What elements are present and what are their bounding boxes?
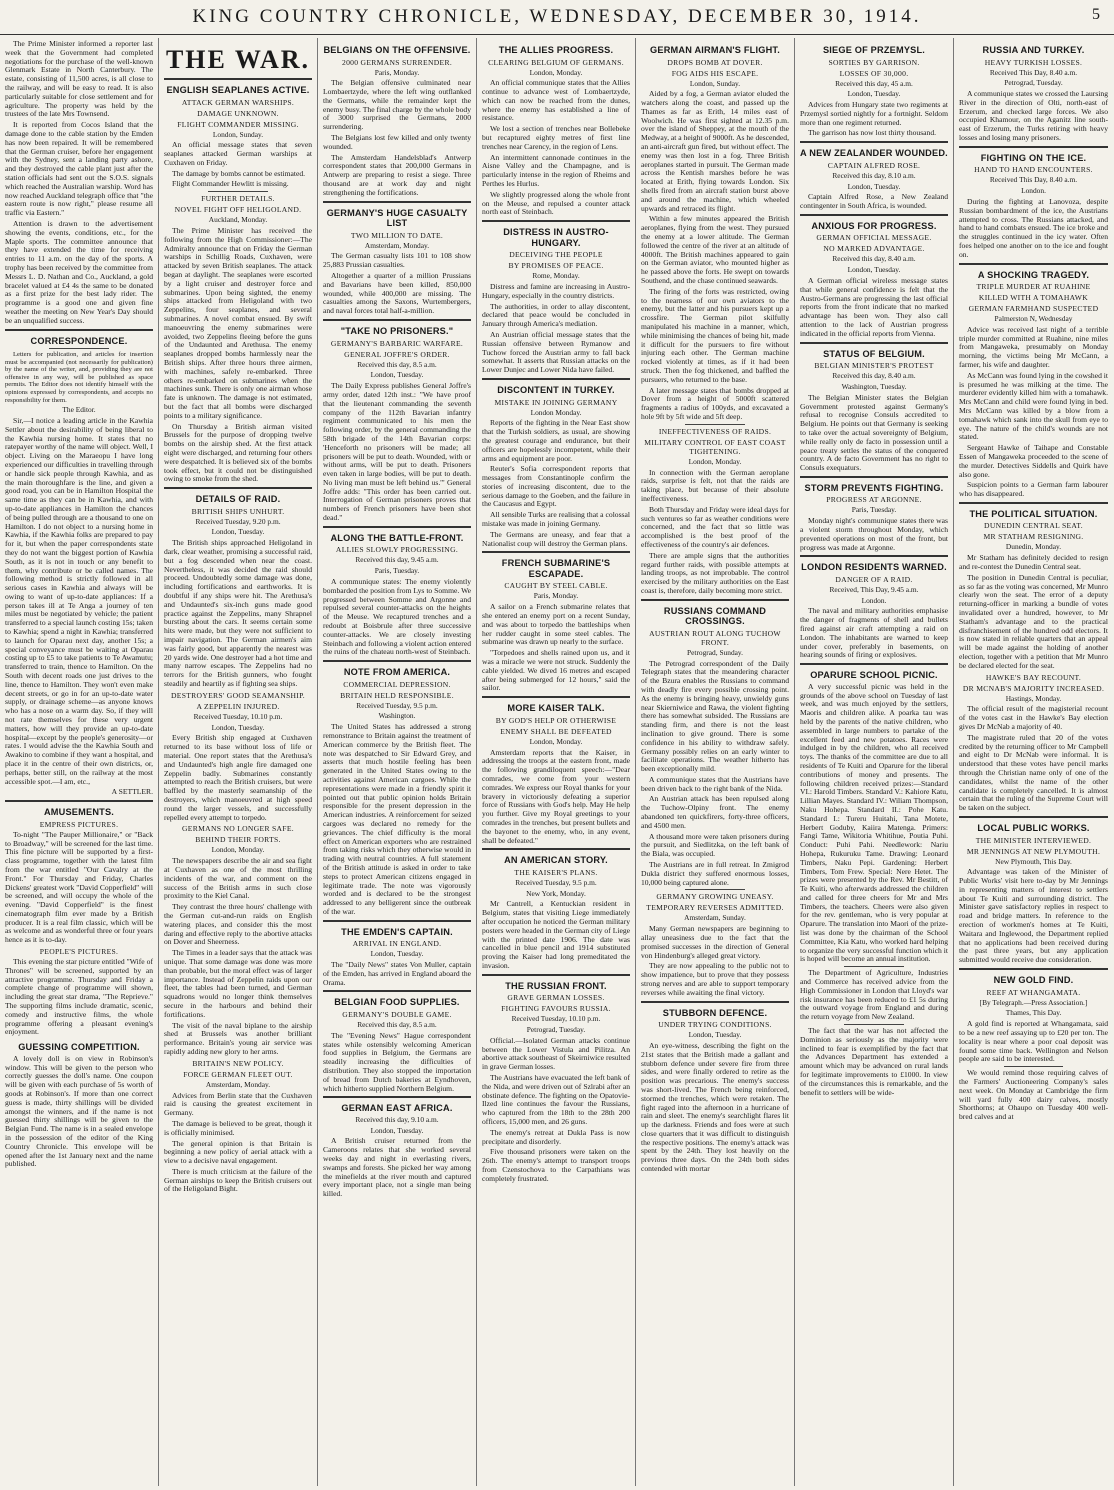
dateline: Paris, Tuesday.	[851, 505, 897, 515]
article-paragraph: Many German newspapers are beginning to allay uneasiness due to the fact that the promised successes in the direction of General von Hindenburg's alleged great victory.	[641, 924, 789, 960]
article-paragraph: A very successful picnic was held in the grounds of the above school on Tuesday of last week, and was much enjoyed by the settlers, Maoris and children alike. A poarka tau was held by the parents of the native children, who assembled in large numbers to partake of the excellent feed and new potatoes. Races were indulged in by the children, who all received toys. The thanks of the committee are due to all residents of Te Kuiti and Oparure for the liberal contributions of money and presents. The following children received prizes:—Standard VI.: Harold Timbers. Standard V.: Kahiore Katu, Lillian Mayes. Standard IV.: Wiliam Thompson, Naku Hohepa. Standard II.: Pohe Katu. Standard I.: Tureru Huitahi, Tana Motete, Herbert Goduby, Kaiira Matenga. Primers: Fangi Tame, Wikitoria Whitihue, Poutia Puhi. Conduct: Puhi Pahi. Needlework: Nariu Hohepa, Rukuruku Tame. Drawing: Leonard Timbers, Naku Pepi. Gardening: Herbert Timbers, Tom Frew. Special: Nere Hetet. The prizes were presented by the Rev. Mr Bestitt, of Te Kuiti, who afterwards addressed the children and called for three cheers for Mr and Mrs Timbers, the teachers. Cheers were also given for the rev. gentleman, who is very popular at Oparure. The translation into Maori of the prize-list was done by the chairman of the School Committee, Kia Katu, who worked hard helping to organize the very successful function which it is hoped will become an annual institution.	[800, 681, 948, 964]
article-paragraph: The German casualty lists 101 to 108 show 25,883 Prussian casualties.	[323, 251, 471, 270]
dateline: London, Tuesday.	[370, 1125, 424, 1135]
subheading: DROPS BOMB AT DOVER.	[667, 57, 763, 67]
section-divider	[800, 342, 948, 344]
section-heading: GERMAN AIRMAN'S FLIGHT.	[650, 45, 780, 55]
dateline: Petrograd, Tuesday.	[526, 1025, 586, 1035]
received-time: Received This Day, 8.40 a.m.	[989, 175, 1078, 185]
received-time: Received This Day, 8.40 a.m.	[989, 67, 1078, 77]
section-heading: A SHOCKING TRAGEDY.	[977, 269, 1090, 280]
article-paragraph: An intermittent cannonade continues in the Aisne Valley and the Champagne, and is particularly intense in the region of Rheims and Perthes les Hurlus.	[482, 152, 630, 189]
dateline: London, Tuesday.	[688, 1030, 742, 1040]
dateline: Thames, This Day.	[1005, 1008, 1062, 1018]
subheading: PROGRESS AT ARGONNE.	[826, 495, 922, 505]
subheading: GERMANY GROWING UNEASY.	[656, 892, 774, 902]
dateline: New York, Monday.	[526, 888, 586, 898]
article-paragraph: Mr Cantrell, a Kentuckian resident in Belgium, states that visiting Liege immediately after occupation he noticed the German military posters were headed in the German city of Liege with the printed date 1906. The date was cancelled in blue pencil and 1914 substituted proving the Kaiser had long premeditated the invasion.	[482, 899, 630, 970]
article-paragraph: A German official wireless message states that while general confidence is felt that the Austro-Germans are progressing the last official reports from the front indicate that no marked advantage has been won. They also call attention to the lack of Austrian progress indicated in the official reports from Vienna.	[800, 276, 948, 338]
article-paragraph: Reuter's Sofia correspondent reports that messages from Constantinople confirm the stories of increasing discontent, due to the serious damage to the Goeben, and the failure in the Caucasus and Egypt.	[482, 464, 630, 509]
section-divider	[641, 599, 789, 601]
section-divider	[482, 696, 630, 698]
article-paragraph: An official message states that seven seaplanes attacked German warships at Cuxhaven on Friday.	[164, 140, 312, 167]
section-heading: NOTE FROM AMERICA.	[343, 667, 451, 678]
subheading: ATTACK GERMAN WARSHIPS.	[181, 97, 295, 107]
divider	[208, 191, 267, 192]
subheading: BRITISH SHIPS UNHURT.	[191, 506, 285, 516]
article-paragraph: In connection with the German aeroplane raids, surprise is felt, not that the raids are taking place, but because of their absolute ineffectiveness.	[641, 467, 789, 503]
section-divider	[641, 1001, 789, 1003]
article-paragraph: The "Evening News" Hague correspondent states while ostensibly welcoming American food supplies in Belgium, the Germans are steadily increasing the difficulties of distribution. They also stopped the importation of bread from Dutch bakeries at Eyndhoven, which hitherto supplied Northern Belgium.	[323, 1030, 471, 1093]
article-paragraph: On Thursday a British airman visited Brussels for the purpose of dropping twelve bombs on the airship shed. At the first attack eight were discharged, and returning four others were despatched. It is believed six of the bombs took effect, but it could not be distinguished owing to smoke from the shed.	[164, 421, 312, 484]
dateline: Amsterdam, Sunday.	[684, 913, 746, 923]
column-3	[318, 38, 477, 1486]
section-divider	[800, 663, 948, 665]
section-heading: AMUSEMENTS.	[43, 807, 115, 818]
column-7	[954, 38, 1113, 1486]
column-4	[477, 38, 636, 1486]
article-paragraph: The position in Dunedin Central is peculiar, as so far as the voting was concerned, Mr Munro clearly won the seat. The error of a deputy returning-officer in marking a bundle of votes invalidated over a hundred, however, to Mr Statham's advantage and to the practical disfranchisement of the hundred odd electors. It is now stated in reliable quarters that an appeal will be made against the holding of another election, together with a petition that Mr Munro be declared elected for the seat.	[959, 572, 1108, 670]
section-heading: THE POLITICAL SITUATION.	[969, 508, 1098, 519]
page-number: 5	[1092, 6, 1100, 23]
received-time: Received Tuesday, 10.10 p.m.	[193, 711, 283, 721]
dateline: Petrograd, Sunday.	[687, 647, 743, 657]
article-paragraph: The Belgians lost few killed and only twenty wounded.	[323, 133, 471, 151]
article-paragraph: The Times in a leader says that the attack was unique. That some damage was done was more than probable, but the moral effect was of larger importance. Instead of Zeppelin raids upon our fleet, the tables had been turned, and German squadrons would no longer think themselves secure in the harbours and behind their fortifications.	[164, 948, 312, 1019]
divider	[844, 966, 903, 967]
editorial-note: Letters for publication, and articles for insertion must be accompanied (not necessarily for publication) by the name of the writer, and, providing they are not offensive in any way, will be published as space permits. The Editor does not identify himself with the opinions expressed by correspondents, and accepts no responsibility for them.	[5, 351, 153, 404]
subheading: TWO MILLION TO DATE.	[350, 230, 444, 240]
article-paragraph: Within a few minutes appeared the British aeroplanes, flying from the west. They pursued the enemy at a lower altitude. The German followed the centre of the river at an altitude of 4000ft. The British machines appeared to gain on the German aviator, who mounted higher as he passed above the forts. He swept on towards Southend, and the chase continued seawards.	[641, 214, 789, 286]
received-time: Received this day, 8.40 a.m.	[832, 254, 916, 264]
column-1	[0, 38, 159, 1486]
dateline: Amsterdam, Monday.	[364, 240, 430, 250]
article-paragraph: Both Thursday and Friday were ideal days for such ventures so far as weather conditions were concerned, and the fact that so little was accomplished is the best proof of the effectiveness of the country's air defences.	[641, 504, 789, 549]
received-time: Received this day, 8.40 a.m.	[832, 371, 916, 381]
subheading: GRAVE GERMAN LOSSES.	[507, 993, 605, 1003]
section-divider	[482, 848, 630, 850]
subheading: 2000 GERMANS SURRENDER.	[341, 57, 453, 67]
section-heading: STORM PREVENTS FIGHTING.	[804, 482, 944, 493]
section-heading: THE RUSSIAN FRONT.	[505, 980, 607, 991]
dateline: Washington, Tuesday.	[841, 381, 907, 391]
section-divider	[482, 974, 630, 976]
article-paragraph: The general opinion is that Britain is beginning a new policy of aerial attack with a view to a decisive naval engagement.	[164, 1138, 312, 1166]
section-heading: MORE KAISER TALK.	[507, 703, 605, 714]
article-paragraph: Captain Alfred Rose, a New Zealand contingenter in South Africa, is wounded.	[800, 192, 948, 211]
subheading: CAUGHT BY STEEL CABLE.	[504, 581, 608, 591]
subheading: HEAVY TURKISH LOSSES.	[984, 57, 1083, 67]
section-heading: SIEGE OF PRZEMYSL.	[822, 45, 926, 55]
subheading: GENERAL JOFFRE'S ORDER.	[344, 349, 450, 359]
dateline: Rome, Monday.	[532, 271, 580, 281]
section-divider	[323, 920, 471, 922]
section-heading: THE EMDEN'S CAPTAIN.	[341, 926, 453, 937]
article-paragraph: A communique states: The enemy violently bombarded the position from Lys to Somme. We progressed between Somme and Argonne and repulsed several counter-attacks on the heights of the Meuse. We recaptured trenches and a redoubt at Boisbrule after three successive counter-attacks. We are closely investing Steinbach and following a violent action entered the ruins of the chateau north-west of Steinbach.	[323, 576, 471, 657]
article-paragraph: The Belgian Minister states the Belgian Government protested against Germany's refusal to recognise Consuls accredited to Belgium. He points out that Germany is seeking to take over the actual sovereignty of Belgium, while really only de facto in possession until a peace treaty settles the status of the conquered country. A de facto Government has no right to Consuls exequaturs.	[800, 392, 948, 473]
subheading: EMPRESS PICTURES.	[39, 819, 119, 829]
section-heading: DETAILS OF RAID.	[195, 494, 281, 505]
article-paragraph: Attention is drawn to the advertisement showing the events, conditions, etc., for the Maple sports. The committee announce that they have extended the time for receiving entries to 11 a.m. on the day of the sports. A trophy has been received by the committee from Messrs L. D. Nathan and Co., Auckland, a gold bracelet valued at £4 4s the same to be donated as a first prize for the best lady rider. The programme is a good one and given fine weather the meeting on New Year's Day should be an unqualified success.	[5, 218, 153, 325]
article-paragraph: The Austrians are in full retreat. In Zmigrod Dukla district they suffered enormous losses, 10,000 being captured alone.	[641, 860, 789, 887]
subheading: GERMAN OFFICIAL MESSAGE.	[816, 233, 932, 243]
received-time: Received Tuesday, 9.20 p.m.	[195, 516, 281, 526]
newspaper-title: KING COUNTRY CHRONICLE, WEDNESDAY, DECEMBER 30, 1914.	[192, 6, 922, 27]
section-heading: RUSSIANS COMMAND CROSSINGS.	[663, 605, 767, 627]
article-paragraph: The Germans are uneasy, and fear that a Nationalist coup will destroy the German plans.	[482, 529, 630, 548]
subheading: TRIPLE MURDER AT RUAHINE	[976, 282, 1091, 292]
article-paragraph: Advices from Hungary state two regiments at Przemysl sortied nightly for a fortnight. Seldom more than one regiment returned.	[800, 100, 948, 127]
article-paragraph: A later message states that bombs dropped at Dover from a height of 5000ft scattered fragments a radius of 100yds, and excavated a hole 9ft by 5ft wide and 5ft deep.	[641, 385, 789, 421]
article-paragraph: The Petrograd correspondent of the Daily Telegraph states that the meandering character of the Bzura enables the Russians to command with deadly fire every possible crossing point. As the enemy is bringing heavy, unwieldy guns near Skierniwice and Rawa, the violent fighting there has somewhat subsided. The Russians are standing firm, and there is not the least inclination to give ground. There is some confidence in his ability to withdraw safely. Germany possibly relies on an early winter to facilitate operations. The weather hitherto has been exceptionally mild.	[641, 658, 789, 774]
received-time: Received Tuesday, 9.5 p.m.	[515, 877, 597, 887]
section-heading: GUESSING COMPETITION.	[18, 1042, 140, 1053]
article-paragraph: An Austrian official message states that the Russian offensive between Rymanow and Tuchow forced the Austrian army to fall back somewhat. It asserts that Russian attacks on the Lower Dunjec and Lower Nida have failed.	[482, 330, 630, 375]
divider	[1004, 1066, 1064, 1067]
section-heading: A NEW ZEALANDER WOUNDED.	[800, 148, 948, 159]
section-heading: OPARURE SCHOOL PICNIC.	[810, 670, 938, 681]
section-divider	[5, 329, 153, 331]
article-paragraph: Advice was received last night of a terrible triple murder committed at Ruahine, nine miles from Mangaweka, presumably on Monday morning, the victims being Mr McCann, a farmer, his wife and daughter.	[959, 324, 1108, 370]
article-paragraph: All sensible Turks are realising that a colossal mistake was made in joining Germany.	[482, 510, 630, 529]
subheading: COMMERCIAL DEPRESSION.	[343, 679, 451, 689]
article-paragraph: It is reported from Cocos Island that the damage done to the cable station by the Emden has now been repaired. It will be remembered that the German cruiser, before her engagement with the Sydney, sent a landing party ashore, and they destroyed the cable plant just after the station officials had sent out the S.O.S. signals which reached the Australian warship. Word has now reached Auckland telegraph office that "the eastern route is now right," please resume all traffic via Eastern."	[5, 120, 153, 218]
article-paragraph: The fact that the war has not affected the Dominion as seriously as the majority were inclined to fear is exemplified by the fact that the Advances Department has extended a amount which may be advanced on rural lands for legitimate improvements to £1000. In view of the circumstances this is remarkable, and the benefit to settlers will be wide-	[800, 1026, 948, 1097]
section-heading: CORRESPONDENCE.	[30, 335, 128, 346]
article-paragraph: The enemy's retreat at Dukla Pass is now precipitate and disorderly.	[482, 1127, 630, 1146]
article-paragraph: A lovely doll is on view in Robinson's window. This will be given to the person who correctly guesses the doll's name. One coupon will be given with each purchase of 5s worth of goods at Robinson's. If more than one correct guess is made, thirty shillings will be divided amongst the winners, and if the name is not guessed thirty shillings will be given to the Belgian Fund. The name is in a sealed envelope in the possession of the editor of the King Country Chronicle. This envelope will be opened after the 1st January next and the name published.	[5, 1053, 153, 1169]
divider	[685, 889, 744, 890]
section-heading: ANXIOUS FOR PROGRESS.	[811, 220, 937, 231]
dateline: Paris, Monday.	[533, 591, 579, 601]
subheading: ARRIVAL IN ENGLAND.	[352, 939, 442, 949]
dateline: London.	[861, 595, 887, 605]
article-paragraph: The Amsterdam Handelsblad's Antwerp correspondent states that 200,000 Germans in Antwerp are preparing to resist a siege. Three thousand are at work day and night strengthening the fortifications.	[323, 152, 471, 197]
subheading: LOSSES OF 30,000.	[839, 68, 909, 78]
subheading: KILLED WITH A TOMAHAWK	[978, 293, 1089, 303]
section-divider	[800, 214, 948, 216]
article-paragraph: The Prime Minister informed a reporter last week that the Government had completed negotiations for the purchase of the well-known Glenmark Estate in North Canterbury. The estate, consisting of 11,500 acres, is all close to the railway, and will be easy to read. It is also particularly suitable for close settlement and for agriculture. The property was held by the trustees of the late Mrs Townsend.	[5, 39, 153, 119]
column-5	[636, 38, 795, 1486]
section-divider	[800, 141, 948, 143]
received-time: Received this day, 9.45 a.m.	[355, 555, 439, 565]
letter-salutation: The Editor.	[62, 405, 96, 415]
article-paragraph: To-night "The Pauper Millionaire," or "Back to Broadway," will be screened for the last time. This fine picture will be supported by a first-class programme, together with the latest film from the war entitled "Our Cavalry at the Front." For Thursday and Friday, Charles Dickens' greatest work "David Copperfield" will be screened, and will occupy the whole of the evening. "David Copperfield" is the finest cinematograph film ever made by a British producer. It is a real film classic, which will be as welcome and as wonderful three or four years hence as it is to-day.	[5, 829, 153, 945]
dateline: London, Tuesday.	[847, 265, 901, 275]
received-time: Received this day, 8.5 a.m.	[357, 359, 437, 369]
subheading: NO MARKED ADVANTAGE.	[823, 244, 925, 254]
article-paragraph: The authorities, in order to allay discontent, declared that peace would be concluded in January through America's mediation.	[482, 301, 630, 329]
masthead	[0, 0, 1114, 35]
dateline: London Monday.	[530, 407, 582, 417]
subheading: GERMAN FARMHAND SUSPECTED	[968, 304, 1099, 314]
section-heading: "TAKE NO PRISONERS."	[340, 326, 454, 337]
section-heading: BELGIAN FOOD SUPPLIES.	[334, 997, 460, 1008]
section-heading: DISTRESS IN AUSTRO-HUNGARY.	[503, 227, 609, 248]
dateline: London, Monday.	[688, 456, 742, 466]
subheading: BRITAIN'S NEW POLICY.	[192, 1058, 284, 1068]
subheading: HAND TO HAND ENCOUNTERS.	[974, 165, 1093, 175]
article-paragraph: A thousand more were taken prisoners during the pursuit, and Siedlitzka, on the left bank of the Biala, was occupied.	[641, 831, 789, 859]
article-paragraph: Aided by a fog, a German aviator eluded the watchers along the coast, and passed up the Thames as far as Erith, 14 miles east of Woolwich. He was first sighted at 12.35 p.m. over the island of Sheppey, at the mouth of the Medway, at a height of 9000ft. As he descended, an anti-aircraft gun fired, but without effect. The enemy was then lost in a fog. Three British aeroplanes started in pursuit. The German made across the Kentish marshes before he was located at Erith, flying towards London. Six shells fired from an aircraft station burst above and around the machine, which wheeled upwards and retraced its flight.	[641, 89, 789, 213]
received-time: Received this day, 9.10 a.m.	[355, 1114, 439, 1124]
subheading: MR JENNINGS AT NEW PLYMOUTH.	[966, 846, 1101, 856]
section-heading: GERMAN EAST AFRICA.	[341, 1103, 453, 1114]
article-paragraph: An eye-witness, describing the fight on the 21st states that the British made a gallant and stubborn defence under severe fire from three sides, and were finally ordered to retire as the position was precarious. The enemy's success was short-lived. The French being reinforced, stormed the trenches, which were retaken. The fight raged into the afternoon in a hurricane of rain and sleet. The enemy's searchlight flares lit up the darkness. Friends and foes were at such close quarters that it was difficult to distinguish the respective positions. The enemy's attack was spent by the 24th. They lost heavily on the previous three days. On the 24th both sides contended with mortar	[641, 1040, 789, 1174]
article-paragraph: The British ships approached Heligoland in dark, clear weather, promising a successful raid, but a fog descended when near the coast. Nevertheless, it was decided the raid should proceed. Undoubtedly some damage was done, including fortifications and earthworks. It is doubtful if any ships were hit. The Arethusa's and Undaunted's six-inch guns made good practice against the Zeppelins, many Shrapnel bursting about the cars. It seems certain some hits were made, but they were not sufficient to impair navigation. The German airmen's aim was fairly good, but apparently the nearest was 20 yards wide. One destroyer had a hot time and many narrow escapes. The Zeppelins had no terrors for the British gunners, who fought steadily and heartily as if fighting sea ships.	[164, 538, 312, 689]
article-paragraph: A British cruiser returned from the Cameroons relates that she worked several weeks day and night in everlasting rivers, swamps and forests. She picked her way among the minefields at the river mouth and captured every important place, not a single man being killed.	[323, 1136, 471, 1199]
received-time: Received this day, 8.10 a.m.	[832, 170, 916, 180]
dateline: Hastings, Monday.	[1005, 693, 1062, 703]
article-paragraph: Sergeant Hawke of Taihape and Constable Essen of Mangaweka proceeded to the scene of the murder. Detectives Siddells and Quirk have also gone.	[959, 443, 1108, 479]
section-heading: LOCAL PUBLIC WORKS.	[977, 823, 1090, 833]
section-heading: GERMANY'S HUGE CASUALTY LIST	[326, 207, 468, 229]
subheading: MILITARY CONTROL OF EAST COAST TIGHTENING.	[644, 437, 786, 456]
subheading: PEOPLE'S PICTURES.	[39, 947, 119, 957]
subheading: ALLIES SLOWLY PROGRESSING.	[335, 545, 459, 555]
article-paragraph: The magistrate ruled that 20 of the votes credited by the returning officer to Mr Campbell and eight to Dr McNab were informal. It is understood that these votes have pencil marks through the Christian name only of one of the candidates, whilst the name of the other candidate is completely cancelled. It is almost certain that the ruling of the Supreme Court will be taken on the subject.	[959, 732, 1108, 813]
section-heading: NEW GOLD FIND.	[993, 975, 1074, 986]
agency-credit: [By Telegraph.—Press Association.]	[979, 997, 1088, 1007]
section-heading: ALONG THE BATTLE-FRONT.	[330, 532, 464, 543]
article-paragraph: The Department of Agriculture, Industries and Commerce has received advice from the High Commissioner in London that Lloyd's war risk insurance has been reduced to £1 5s during the outward voyage from England and during the return voyage from New Zealand.	[800, 968, 948, 1022]
section-heading: FIGHTING ON THE ICE.	[980, 152, 1087, 163]
section-heading: BELGIANS ON THE OFFENSIVE.	[323, 45, 471, 55]
column-6	[795, 38, 954, 1486]
column-2	[159, 38, 318, 1486]
article-paragraph: Amsterdam reports that the Kaiser, in addressing the troops at the eastern front, made the following grandiloquent speech:—"Dear comrades, we come from your western comrades. We express our Royal thanks for your bravery in victoriously defeating a superior force of Russians with God's help. May He help you further. Give my Royal greetings to your comrades in the trenches, but present bullets and the bayonet to the enemy, who, in any event, shall be defeated."	[482, 747, 630, 845]
article-paragraph: "Torpedoes and shells rained upon us, and it was a miracle we were not struck. Suddenly the cable yielded. We dived 16 metres and escaped after being submerged for 12 hours," said the sailor.	[482, 648, 630, 693]
article-paragraph: Mr Statham has definitely decided to resign and re-contest the Dunedin Central seat.	[959, 553, 1108, 572]
article-paragraph: A communique states that the Austrians have been driven back to the right bank of the Nida.	[641, 774, 789, 793]
dateline: Paris, Monday.	[374, 67, 420, 77]
dateline: New Plymouth, This Day.	[995, 856, 1072, 866]
subheading: GERMANS NO LONGER SAFE.	[182, 824, 294, 834]
article-paragraph: They are now appealing to the public not to show impatience, but to prove that they possess strong nerves and are able to support temporary reverses while awaiting the final victory.	[641, 961, 789, 997]
section-divider	[482, 220, 630, 222]
dateline: London, Tuesday.	[211, 527, 265, 537]
article-paragraph: There are ample signs that the authorities regard further raids, with possible attempts at landing troops, as not improbable. The control exercised by the military authorities on the East coast is, therefore, daily becoming more strict.	[641, 550, 789, 595]
section-heading: RUSSIA AND TURKEY.	[982, 45, 1085, 55]
article-paragraph: We lost a section of trenches near Bollebeke but recaptured eighty metres of first line trenches near Carency, in the region of Lens.	[482, 124, 630, 151]
subheading: THE MINISTER INTERVIEWED.	[975, 835, 1092, 845]
dateline: Petrograd, Tuesday.	[1004, 78, 1063, 88]
dateline: Washington.	[378, 711, 416, 721]
article-paragraph: The official result of the magisterial recount of the votes cast in the Hawke's Bay election gives Dr McNab a majority of 40.	[959, 704, 1108, 732]
subheading: FLIGHT COMMANDER MISSING.	[177, 119, 299, 129]
dateline: London, Tuesday.	[847, 181, 901, 191]
article-paragraph: Suspicion points to a German farm labourer who has disappeared.	[959, 480, 1108, 499]
dateline: London, Tuesday.	[211, 722, 265, 732]
section-divider	[959, 502, 1108, 504]
divider	[685, 424, 744, 425]
subheading: DESTROYERS' GOOD SEAMANSHIP.	[170, 690, 306, 700]
section-divider	[5, 800, 153, 802]
dateline: London, Monday.	[529, 736, 583, 746]
subheading: BEHIND THEIR FORTS.	[195, 835, 281, 845]
subheading: ENEMY SHALL BE DEFEATED	[500, 726, 612, 736]
article-paragraph: Every British ship engaged at Cuxhaven returned to its base without loss of life or material. One report states that the Arethusa's and Undaunted's high angle fire damaged one Zeppelin badly. Submarines constantly attempted to reach the British cruisers, but were baffled by the masterly seamanship of the destroyers, which manoeuvred at high speed round the larger vessels, and successfully repelled every attempt to torpedo.	[164, 733, 312, 822]
subheading: CAPTAIN ALFRED ROSE.	[827, 160, 921, 170]
article-paragraph: Five thousand prisoners were taken on the 26th. The enemy's attempt to transport troops from Czenstochova to the Carpathians was completely frustrated.	[482, 1147, 630, 1183]
section-divider	[164, 487, 312, 489]
article-paragraph: Distress and famine are increasing in Austro-Hungary, especially in the country districts.	[482, 282, 630, 300]
subheading: DUNEDIN CENTRAL SEAT.	[984, 521, 1083, 531]
page-columns	[0, 38, 1114, 1486]
section-divider	[323, 526, 471, 528]
article-paragraph: During the fighting at Lanovoza, despite Russian bombardment of the ice, the Austrians attempted to cross. The Russians attacked, and hand to hand combats ensued. The ice broke and the struggles continued in the icy water. Often foes helped one another on to the ice and fought on.	[959, 196, 1108, 259]
article-paragraph: A communique states we crossed the Laursing River in the direction of Olti, north-east of Erzerum, and checked large forces. We also occupied Khamour, on the Aganitz line south-east of Erzerum, the Turks retiring with heavy losses and losing many prisoners.	[959, 89, 1108, 143]
section-divider	[800, 555, 948, 557]
article-paragraph: Flight Commander Hewlitt is missing.	[172, 179, 289, 189]
subheading: FOG AIDS HIS ESCAPE.	[671, 68, 759, 78]
dateline: Palmerston N, Wednesday	[994, 314, 1073, 324]
article-paragraph: We slightly progressed along the whole front on the Meuse, and repulsed a counter attack north east of Steinbach.	[482, 189, 630, 217]
subheading: NOVEL FIGHT OFF HELIGOLAND.	[174, 205, 302, 215]
section-heading: DISCONTENT IN TURKEY.	[497, 385, 615, 396]
subheading: MR STATHAM RESIGNING.	[983, 532, 1084, 542]
article-paragraph: There is much criticism at the failure of the German airships to keep the British cruisers out of the Heligoland Bight.	[164, 1166, 312, 1194]
section-divider	[959, 816, 1108, 818]
article-paragraph: Advices from Berlin state that the Cuxhaven raid is causing the greatest excitement in Germany.	[164, 1090, 312, 1118]
article-paragraph: The Daily Express publishes General Joffre's army order, dated 12th inst.: "We have proof that the lieutenant commanding the seventh company of the 112th Bavarian infantry regiment communicated to his men the following order, by the general commanding the 58th brigade of the 14th Bavarian corps: 'Henceforth no prisoners will be made; all prisoners will be put to death. Wounded, with or without arms, will be put to death. Prisoners even taken in large bodies, will be put to death. No living man must be left behind us.'" General Joffre adds: "This order has been carried out. Interrogation of German prisoners proves that numbers of French prisoners have been shot dead."	[323, 381, 471, 523]
dateline: London, Tuesday.	[370, 370, 424, 380]
article-paragraph: Altogether a quarter of a million Prussians and Bavarians have been killed, 850,000 wounded, while 400,000 are missing. The casualties among the Saxons, Wurtembergers, and naval forces total half-a-million.	[323, 271, 471, 316]
section-divider	[323, 660, 471, 662]
article-paragraph: An official communique states that the Allies continue to advance west of Lombaertzyde, which can now be reached from the dunes, where the enemy has established a line of resistance.	[482, 78, 630, 123]
subheading: MISTAKE IN JOINING GERMANY	[494, 397, 618, 407]
article-paragraph: A sailor on a French submarine relates that she entered an enemy port on a recent Sunday, and was about to torpedo the battleships when her rudder caught in some steel cables. The submarine was drawn up nearly to the surface.	[482, 602, 630, 647]
subheading: HAWKE'S BAY RECOUNT.	[985, 672, 1082, 682]
article-paragraph: The Prime Minister has received the following from the High Commissioner:—The Admiralty announce that on Friday the German warships in Schillig Roads, Cuxhaven, were attacked by seven British seaplanes. The attack began at daylight. The seaplanes were escorted by a light cruiser and destroyer force and submarines. Upon being sighted, the enemy ships attacked from Heligoland with two Zeppelins, four seaplanes, and several submarines. A novel combat ensued. By swift manoeuvring the enemy submarines were avoided, two Zeppelins fleeing before the guns of the Undaunted and Arethusa. The enemy seaplanes dropped bombs harmlessly near the British ships. After three hours three airmen, with machines, safely re-embarked. Three others re-embarked on submarines when the machines sunk. There is only one airman whose fate is unknown. The damage is not estimated, but the fact that all bombs were discharged points to a military significance.	[164, 226, 312, 420]
section-divider	[323, 319, 471, 321]
article-paragraph: The Belgian offensive culminated near Lombaertzyde, where the left wing outflanked the Germans, while the remainder kept the enemy busy. The final charge by the whole body of 3000 surprised the Germans, 2000 surrendering.	[323, 78, 471, 132]
subheading: GERMANY'S BARBARIC WARFARE.	[330, 338, 464, 348]
subheading: INEFFECTIVENESS OF RAIDS.	[658, 426, 772, 436]
divider	[49, 348, 108, 349]
article-paragraph: A gold find is reported at Whangamata, said to be a new reef assaying up to £20 per ton. The locality is near where a poor coal deposit was found some time back. Wellington and Nelson people are said to be interested.	[959, 1019, 1108, 1064]
letter-signature: A SETTLER.	[111, 787, 153, 797]
subheading: GERMANY'S DOUBLE GAME.	[342, 1009, 452, 1019]
subheading: DECEIVING THE PEOPLE	[509, 250, 603, 260]
subheading: FIGHTING FAVOURS RUSSIA.	[501, 1004, 611, 1014]
subheading: THE KAISER'S PLANS.	[514, 867, 598, 877]
subheading: FORCE GERMAN FLEET OUT.	[183, 1069, 293, 1079]
dateline: London, Sunday.	[212, 129, 264, 139]
article-paragraph: Official.—Isolated German attacks continue between the Lower Vistula and Pilitza. An abortive attack southeast of Skeirniwice resulted in grave German losses.	[482, 1035, 630, 1072]
article-paragraph: Monday night's communique states there was a violent storm throughout Monday, which prevented operations on most of the front, but progress was made at Argonne.	[800, 516, 948, 552]
section-divider	[323, 990, 471, 992]
section-heading: ENGLISH SEAPLANES ACTIVE.	[166, 85, 310, 95]
subheading: AUSTRIAN ROUT ALONG TUCHOW FRONT.	[649, 628, 781, 647]
section-heading: LONDON RESIDENTS WARNED.	[801, 562, 947, 573]
received-time: Received this day, 8.5 a.m.	[357, 1019, 437, 1029]
subheading: DANGER OF A RAID.	[835, 574, 913, 584]
article-paragraph: The newspapers describe the air and sea fight at Cuxhaven as one of the most thrilling incidents of the war, and comment on the success of the British arms in such close proximity to the Kiel Canal.	[164, 856, 312, 901]
article-paragraph: They contrast the three hours' challenge with the German cut-and-run raids on English watering places, and consider this the most daring and effective reply to the abortive attacks on Dover and Sheerness.	[164, 902, 312, 947]
section-divider	[800, 476, 948, 478]
dateline: London, Monday.	[211, 845, 265, 855]
article-paragraph: The "Daily News" states Von Muller, captain of the Emden, has arrived in England aboard the Orama.	[323, 960, 471, 987]
subheading: BY GOD'S HELP OR OTHERWISE	[495, 715, 617, 725]
dateline: London, Monday.	[529, 67, 583, 77]
section-heading: THE ALLIES PROGRESS.	[498, 45, 614, 55]
subheading: BY PROMISES OF PEACE.	[508, 261, 604, 271]
article-paragraph: The naval and military authorities emphasise the danger of fragments of shell and bullets fired against air craft attempting a raid on London. The inhabitants are warned to keep under cover, preferably in basements, on hearing sounds of firing or explosives.	[800, 606, 948, 660]
received-time: Received this day, 45 a.m.	[835, 78, 913, 88]
dateline: London, Tuesday.	[847, 89, 901, 99]
section-divider	[323, 1096, 471, 1098]
received-time: Received Tuesday, 9.5 p.m.	[356, 700, 438, 710]
section-heading: FRENCH SUBMARINE'S ESCAPADE.	[501, 558, 611, 579]
article-paragraph: The Austrians have evacuated the left bank of the Nida, and were driven out of Szlrabi after an obstinate defence. The fighting on the Opatovie-Ilzed line continues the favour the Russians, who captured from the 18th to the 28th 200 officers, 15,000 men, and 26 guns.	[482, 1073, 630, 1127]
dateline: London, Tuesday.	[370, 949, 424, 959]
subheading: UNDER TRYING CONDITIONS.	[658, 1020, 772, 1030]
subheading: BELGIAN MINISTER'S PROTEST	[814, 361, 934, 371]
article-paragraph: The firing of the forts was restricted, owing to the nearness of our own aviators to the enemy, but the latter and his pursuers kept up a crossfire. The German pilot skilfully manipulated his machine in a manner, which, while minimising the chances of being hit, made it difficult for the pursuers to fire without injuring each other. The German machine rocked violently at times, as if it had been struck. Then the fog thickened, and baffled the pursuers, who returned to the base.	[641, 286, 789, 384]
subheading: FURTHER DETAILS.	[201, 194, 275, 204]
dateline: Auckland, Monday.	[208, 215, 268, 225]
article-paragraph: An Austrian attack has been repulsed along the Tuchow-Olpiny front. The enemy abandoned ten quickfirers, forty-three officers, and 4500 men.	[641, 794, 789, 830]
article-paragraph: The damage is believed to be great, though it is officially minimised.	[164, 1118, 312, 1137]
subheading: TEMPORARY REVERSES ADMITTED.	[646, 903, 784, 913]
section-divider	[959, 263, 1108, 265]
section-divider	[164, 78, 312, 80]
article-paragraph: The damage by bombs cannot be estimated.	[172, 168, 306, 178]
subheading: BRITAIN HELD RESPONSIBLE.	[340, 690, 454, 700]
section-divider	[482, 551, 630, 553]
war-heading: THE WAR.	[165, 45, 311, 74]
section-heading: AN AMERICAN STORY.	[504, 855, 608, 866]
section-divider	[959, 968, 1108, 970]
article-paragraph: The United States has addressed a strong remonstrance to Britain against the treatment of American commerce by the British fleet. The note was despatched to Sir Edward Grey, and asserts that much hostile feeling has been generated in the United States owing to the activities against American cargoes. While the representations were made in a friendly spirit it pointed out that public opinion holds Britain responsible for the present depression in the American industries. A reinforcement for seized cargoes was declared no remedy for the grievances. The chief difficulty is the moral effect on American exporters who are restrained from taking risks which they otherwise would in trading with neutral countries. A full statement of the British attitude is asked in order to take steps to protect American citizens engaged in legitimate trade. The note was vigorously worded and is declared to be the strongest addressed to any belligerent since the outbreak of the war.	[323, 722, 471, 916]
subheading: DR MCNAB'S MAJORITY INCREASED.	[962, 683, 1105, 693]
dateline: Amsterdam, Monday.	[205, 1079, 271, 1089]
article-paragraph: This evening the star picture entitled "Wife of Thrones" will be screened, supported by an attractive programme. Thursday and Friday a complete change of programme will shown, including the great star drama, "The Reprieve." The supporting films include dramatic, scenic, comedy and instructive films, the whole programme offering a pleasant evening's enjoyment.	[5, 957, 153, 1037]
section-divider	[482, 378, 630, 380]
subheading: SORTIES BY GARRISON.	[828, 57, 920, 67]
section-divider	[323, 201, 471, 203]
subheading: A ZEPPELIN INJURED.	[196, 701, 280, 711]
article-paragraph: The garrison has now lost thirty thousand.	[808, 128, 937, 138]
article-paragraph: As McCann was found lying in the cowshed it is presumed he was milking at the time. The murderer evidently killed him with a tomahawk. Mrs McCann and child were found lying in bed. Mrs McCann was killed by a blow from a tomahawk which sank into the skull from eye to eye. The nature of the child's wounds are not stated.	[959, 370, 1108, 442]
section-divider	[959, 146, 1108, 148]
received-time: Received Tuesday, 10.10 p.m.	[511, 1014, 601, 1024]
dateline: Paris, Tuesday.	[374, 566, 420, 576]
letter-body: Sir,—I notice a leading article in the Kawhia Settler about the desirability of being liberal to the Kawhia nursing home. It states that no ratepayer worthy of the name will object. Well, I object. Living on the Maraeopu I have long experienced our difficulties in travelling through or handle sick people through Kawhia, and as the main thoroughfare is the line, and given a good road, you can be in Hamilton Hospital the same time as they can be in Kawhia, and with up-to-date appliances in Hamilton the chances of being pulled through are a thousand to one on Hamilton. I do not object to a nursing home in Kawhia, if the Kawhia folks are prepared to pay for it, but when the paper correspondents state they do not want the biggest portion of Kawhia South, as it is not in touch or any benefit to them, why contribute or be called names. The following method is strictly followed in all serious cases in Kawhia and always will be owing to want of up-to-date appliances: If a person takes ill at Te Anga a journey of ten miles must be negotiated by vehicle; the patient transferred to a special launch costing 15s; taken to Kawhia; spend a night in Kawhia; transferred to launch for Oparau next day, another 15s; a special conveyance must be waiting at Oparau costing up to £5 to take patients to Te Awamutu; transferred to train, thence to Hamilton. On the South with decent roads one just drives to the line, thence to Hamilton. They won't even make decent streets, or go in for an up-to-date water supply, or drainage scheme—as anyone knows who has a nose on a warm day. So, if they will not rate themselves for these very urgent matters, how will they provide an up-to-date hospital—except by the people's generosity—or rates. I would advise the the Kawhia South and Awakino to combine if they want a hospital, and place it in the centre of their own districts, or, perhaps, better still, on the railway at the most accessible spot.—I am, etc.,	[5, 415, 153, 786]
article-paragraph: We would remind those requiring calves of the Farmers' Auctioneering Company's sales next week. On Monday at Cambridge the firm will yard fully 400 dairy calves, mostly Shorthorns; at Ohaupo on Tuesday 400 well-bred calves and at	[959, 1068, 1108, 1122]
dateline: London, Sunday.	[689, 78, 741, 88]
subheading: CLEARING BELGIUM OF GERMANS.	[488, 57, 624, 67]
article-paragraph: Advantage was taken of the Minister of Public Works' visit here to-day by Mr Jennings in representing matters of interest to settlers about Te Kuiti and surrounding district. The Minister gave satisfactory replies in respect to road and bridge matters. In reference to the erection of workmen's homes at Te Kuiti, Waitara and Inglewood, the Department replied that no applications had been received during the past three years, but any application submitted would receive due consideration.	[959, 867, 1108, 965]
subheading: DAMAGE UNKNOWN.	[197, 108, 279, 118]
dateline: London.	[1021, 186, 1046, 196]
article-paragraph: The visit of the naval biplane to the airship shed at Brussels was another brilliant performance. Britain's young air service was rapidly adding new glory to her arms.	[164, 1020, 312, 1056]
section-heading: STUBBORN DEFENCE.	[662, 1007, 768, 1018]
section-heading: STATUS OF BELGIUM.	[823, 348, 925, 359]
subheading: REEF AT WHANGAMATA.	[986, 987, 1081, 997]
article-paragraph: Reports of the fighting in the Near East show that the Turkish soldiers, as usual, are showing the greatest courage and endurance, but their officers are hopelessly incompetent, while their arms and equipment are poor.	[482, 418, 630, 463]
divider	[844, 1024, 903, 1025]
received-time: Received, This Day, 9.45 a.m.	[829, 584, 919, 594]
dateline: Dunedin, Monday.	[1005, 542, 1062, 552]
